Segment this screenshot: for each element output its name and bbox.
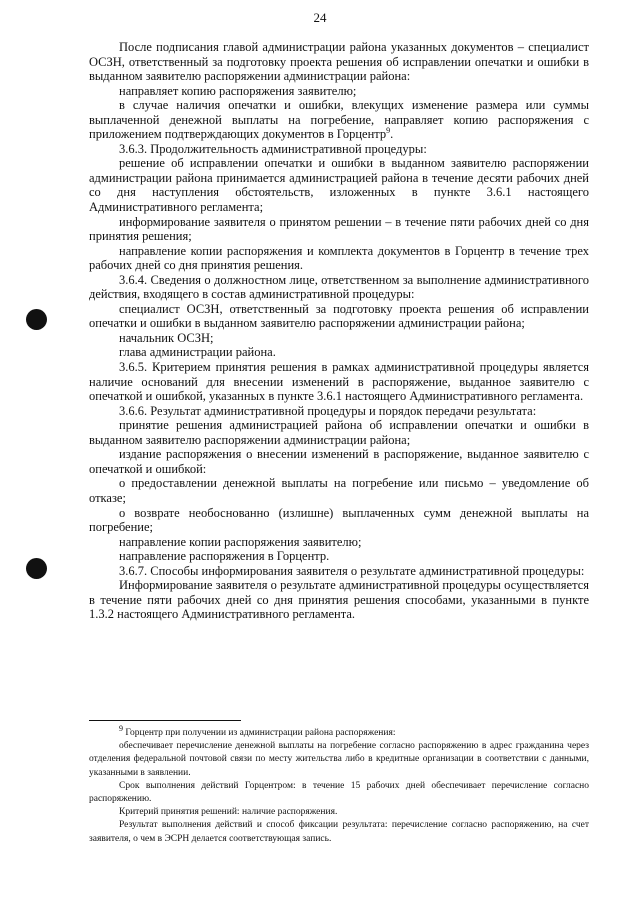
footnote-text: обеспечивает перечисление денежной выплаты на погребение согласно распоряжению в адрес гражданина через отделения федеральной почтовой связи по месту жительства либо в кредитные организации в соответствии с данными, указанными в заявлении.	[89, 741, 589, 778]
paragraph-with-footnote: в случае наличия опечатки и ошибки, влекущих изменение размера или суммы выплаченной денежной выплаты на погребение, направляет копию распоряжения с приложением подтверждающих документов в Горцентр$^9$.	[89, 98, 589, 142]
paragraph: о предоставлении денежной выплаты на погребение или письмо – уведомление об отказе;	[89, 476, 589, 505]
paragraph: о возврате необоснованно (излишне) выплаченных сумм денежной выплаты на погребение;	[89, 505, 589, 535]
footnote-ref: 9	[386, 126, 391, 136]
footnote-text: Результат выполнения действий и способ фиксации результата: перечисление согласно распоряжению, на счет заявителя, о чем в ЭСРН делается соответствующая запись.	[89, 820, 589, 844]
paragraph: направление копии распоряжения и комплекта документов в Горцентр в течение трех рабочих дней со дня принятия решения.	[89, 243, 589, 273]
punch-hole-bottom	[26, 558, 47, 579]
footnote-text: Срок выполнения действий Горцентром: в течение 15 рабочих дней обеспечивает перечисление согласно распоряжению.	[89, 780, 589, 805]
footnotes	[89, 723, 589, 846]
paragraph: начальник ОСЗН;	[119, 330, 214, 345]
paragraph: направление копии распоряжения заявителю;	[119, 534, 362, 549]
punch-hole-top	[26, 309, 47, 330]
paragraph: 3.6.3. Продолжительность административной процедуры:	[119, 141, 427, 156]
paragraph: 3.6.7. Способы информирования заявителя о результате административной процедуры:	[119, 563, 585, 578]
paragraph: После подписания главой администрации района указанных документов – специалист ОСЗН, ответственный за подготовку проекта решения об исправлении опечатки и ошибки в выданном заявителю распоряжении администрации района:	[89, 40, 589, 84]
paragraph: издание распоряжения о внесении изменений в распоряжение, выданное заявителю с опечаткой и ошибкой:	[89, 447, 589, 476]
paragraph: 3.6.5. Критерием принятия решения в рамках административной процедуры является наличие оснований для внесении изменений в распоряжение, выданное заявителю с опечаткой и ошибкой, указанных в пункте 3.6.1 настоящего Административного регламента.	[89, 360, 589, 404]
footnote-item	[89, 723, 589, 740]
footnote-text: Критерий принятия решений: наличие распоряжения.	[119, 807, 338, 818]
paragraph: принятие решения администрацией района об исправлении опечатки и ошибки в выданном заявителю распоряжении администрации района;	[89, 418, 589, 447]
paragraph: решение об исправлении опечатки и ошибки в выданном заявителю распоряжении администрации района принимается администрацией района в течение десяти рабочих дней со дня наступления обстоятельств, изложенных в пункте 3.6.1 настоящего Административного регламента;	[89, 156, 589, 215]
paragraph: специалист ОСЗН, ответственный за подготовку проекта решения об исправлении опечатки и ошибки в выданном заявителю распоряжении администрации района;	[89, 301, 589, 331]
paragraph: направляет копию распоряжения заявителю;	[119, 83, 357, 98]
paragraph: направление распоряжения в Горцентр.	[119, 549, 330, 564]
paragraph: Информирование заявителя о результате административной процедуры осуществляется в течение пяти рабочих дней со дня принятия решения способами, указанными в пункте 1.3.2 настоящего Административного регламента.	[89, 578, 589, 622]
footnote-text: Горцентр при получении из администрации района распоряжения:	[125, 728, 396, 738]
paragraph-text: в случае наличия опечатки и ошибки, влекущих изменение размера или суммы выплаченной денежной выплаты на погребение, направляет копию распоряжения с приложением подтверждающих документов в Горцентр	[89, 98, 589, 142]
page-number: 24	[313, 10, 327, 25]
paragraph: глава администрации района.	[119, 345, 276, 360]
paragraph: информирование заявителя о принятом решении – в течение пяти рабочих дней со дня принятия решения;	[89, 214, 589, 244]
paragraph: 3.6.6. Результат административной процедуры и порядок передачи результата:	[119, 403, 537, 418]
paragraph: 3.6.4. Сведения о должностном лице, ответственном за выполнение административного действия, входящего в состав административной процедуры:	[89, 272, 589, 302]
footnote-marker: 9	[119, 723, 123, 733]
footnote-separator	[89, 720, 241, 721]
document-body	[89, 40, 589, 622]
